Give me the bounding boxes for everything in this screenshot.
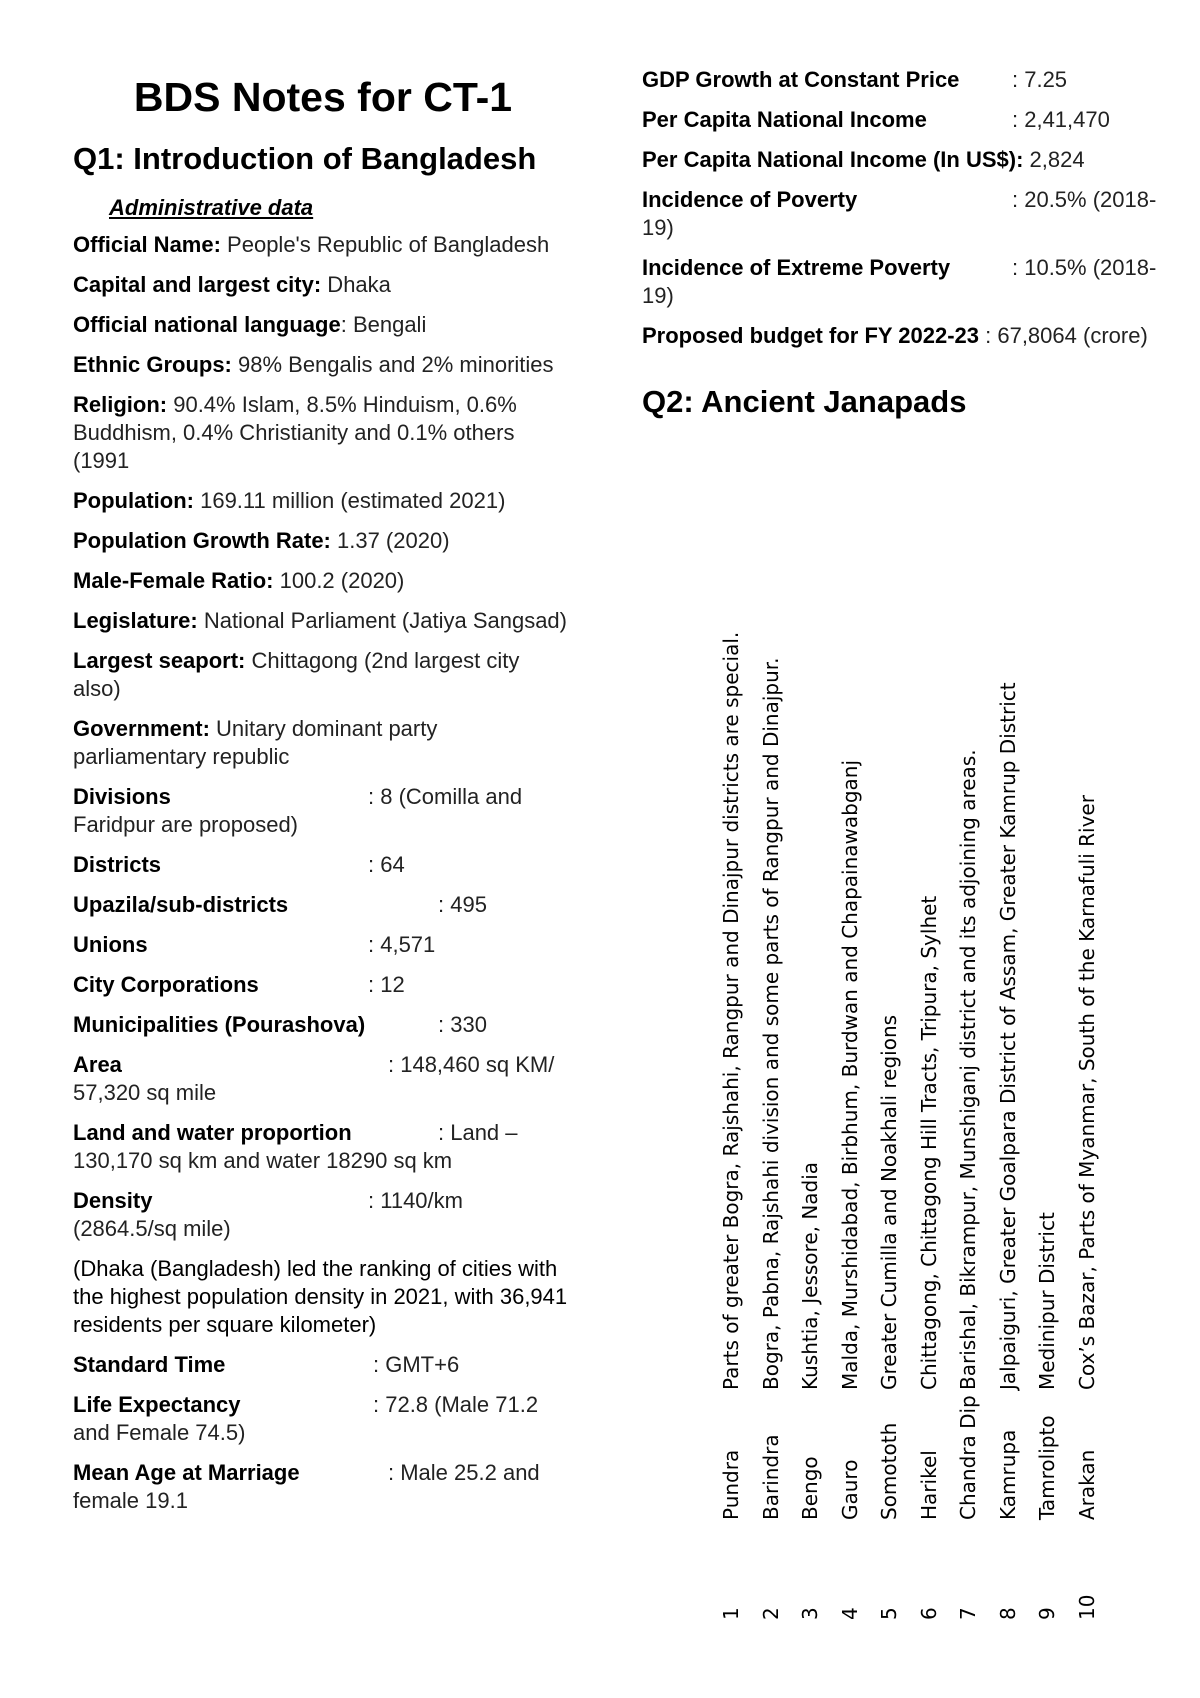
admin-entry — [73, 567, 573, 595]
janapad-number: 6 — [916, 1607, 941, 1620]
admin-value: Chittagong (2nd largest city also) — [73, 648, 520, 701]
janapad-row — [1028, 520, 1068, 1620]
janapad-name: Bengo — [798, 1456, 822, 1520]
q2-heading: Q2: Ancient Janapads — [642, 384, 967, 419]
demographic-entry — [73, 1459, 573, 1515]
admin-key: Official national language — [73, 312, 341, 337]
economic-value: : 20.5% (2018-19) — [642, 187, 1157, 240]
janapad-row — [712, 520, 752, 1620]
janapad-row — [870, 520, 910, 1620]
economic-key: Incidence of Extreme Poverty — [642, 255, 951, 280]
document-title: BDS Notes for CT-1 — [133, 74, 513, 120]
janapad-number: 7 — [956, 1607, 980, 1620]
admin-tab-value: : 495 — [438, 892, 487, 917]
economic-key: Per Capita National Income — [642, 107, 927, 132]
janapad-row — [989, 520, 1029, 1620]
admin-entry — [73, 647, 573, 703]
economic-key: Incidence of Poverty — [642, 187, 858, 212]
demographic-value: : GMT+6 — [373, 1352, 460, 1377]
admin-tab-key: Land and water proportion — [73, 1120, 352, 1145]
admin-tab-entry — [73, 931, 573, 959]
janapad-row — [910, 520, 950, 1620]
economic-value: : 2,41,470 — [1012, 107, 1110, 132]
admin-tab-key: Upazila/sub-districts — [73, 892, 289, 917]
janapad-number: 9 — [1035, 1607, 1059, 1620]
admin-entry — [73, 715, 573, 771]
admin-entry — [73, 271, 573, 299]
demographic-value: : Male 25.2 and female 19.1 — [73, 1460, 540, 1513]
janapad-description: Jalpaiguri, Greater Goalpara District of Assam, Greater Kamrup District — [995, 682, 1020, 1390]
janapad-number: 8 — [995, 1607, 1020, 1620]
admin-tab-entry — [73, 851, 573, 879]
janapad-description: Bogra, Pabna, Rajshahi division and some parts of Rangpur and Dinajpur. — [758, 657, 783, 1390]
admin-entry — [73, 607, 573, 635]
janapad-row — [831, 520, 871, 1620]
economic-key: Per Capita National Income (In US$): — [642, 147, 1024, 172]
admin-entry — [73, 231, 573, 259]
admin-key: Ethnic Groups: — [73, 352, 232, 377]
density-note: (Dhaka (Bangladesh) led the ranking of cities with the highest population density in 2021, with 36,941 residents per square kilometer) — [73, 1256, 568, 1337]
admin-tab-key: Density — [73, 1188, 153, 1213]
admin-key: Capital and largest city: — [73, 272, 322, 297]
admin-entry — [73, 487, 573, 515]
demographic-entry — [73, 1351, 573, 1379]
economic-entry — [642, 322, 1162, 350]
admin-tab-value: : 8 (Comilla and Faridpur are proposed) — [73, 784, 523, 837]
janapad-description: Parts of greater Bogra, Rajshahi, Rangpur and Dinajpur districts are special. — [719, 631, 743, 1390]
admin-entry-list — [73, 231, 573, 771]
admin-tab-entry — [73, 891, 573, 919]
admin-tab-value: : 330 — [438, 1012, 487, 1037]
admin-entry — [73, 311, 573, 339]
admin-key: Government: — [73, 716, 210, 741]
demographic-value: : 72.8 (Male 71.2 and Female 74.5) — [73, 1392, 539, 1445]
admin-value: 98% Bengalis and 2% minorities — [231, 352, 554, 377]
janapad-name: Barindra — [758, 1434, 783, 1520]
left-column — [73, 66, 573, 1527]
admin-tab-entry-list — [73, 783, 573, 1243]
admin-tab-value: : 12 — [368, 972, 405, 997]
admin-tab-key: City Corporations — [73, 972, 259, 997]
demographic-key: Standard Time — [73, 1352, 226, 1377]
admin-value: 100.2 (2020) — [273, 568, 405, 593]
janapad-row — [1068, 520, 1108, 1620]
janapad-description: Barishal, Bikrampur, Munshiganj district and its adjoining areas. — [956, 749, 980, 1390]
right-column — [642, 66, 1162, 438]
admin-tab-entry — [73, 783, 573, 839]
admin-tab-key: Divisions — [73, 784, 171, 809]
admin-tab-value: : 1140/km (2864.5/sq mile) — [73, 1188, 463, 1241]
janapad-description: Medinipur District — [1035, 1212, 1059, 1390]
admin-key: Legislature: — [73, 608, 198, 633]
economic-entry-list — [642, 66, 1162, 350]
janapad-number: 10 — [1074, 1594, 1099, 1620]
janapad-description: Greater Cumilla and Noakhali regions — [877, 1014, 901, 1390]
economic-entry — [642, 106, 1162, 134]
economic-entry — [642, 186, 1162, 242]
economic-value: 2,824 — [1023, 147, 1085, 172]
janapad-row — [949, 520, 989, 1620]
demographic-entry — [73, 1391, 573, 1447]
janapad-row — [752, 520, 792, 1620]
economic-value: : 10.5% (2018-19) — [642, 255, 1157, 308]
janapad-description: Chittagong, Chittagong Hill Tracts, Tripura, Sylhet — [916, 895, 941, 1390]
janapad-number: 2 — [758, 1607, 783, 1620]
janapad-name: Arakan — [1074, 1449, 1099, 1520]
janapads-table — [712, 520, 1132, 1620]
janapad-description: Malda, Murshidabad, Birbhum, Burdwan and Chapainawabganj — [837, 759, 862, 1390]
admin-value: Unitary dominant party parliamentary republic — [73, 716, 438, 769]
admin-value: 169.11 million (estimated 2021) — [193, 488, 506, 513]
janapad-number: 1 — [719, 1607, 743, 1620]
admin-key: Male-Female Ratio: — [73, 568, 274, 593]
janapad-name: Pundra — [719, 1449, 743, 1520]
economic-entry — [642, 146, 1162, 174]
admin-value: 1.37 (2020) — [330, 528, 450, 553]
janapad-number: 4 — [837, 1607, 862, 1620]
q1-heading: Q1: Introduction of Bangladesh — [73, 141, 537, 176]
admin-tab-entry — [73, 1119, 573, 1175]
admin-key: Largest seaport: — [73, 648, 246, 673]
janapad-name: Harikel — [916, 1450, 941, 1520]
admin-value: People's Republic of Bangladesh — [220, 232, 550, 257]
janapad-name: Gauro — [837, 1459, 862, 1520]
admin-value: : Bengali — [340, 312, 427, 337]
janapad-row — [791, 520, 831, 1620]
janapad-number: 5 — [877, 1607, 901, 1620]
janapad-description: Cox’s Bazar, Parts of Myanmar, South of the Karnafuli River — [1074, 795, 1099, 1390]
admin-tab-value: : 4,571 — [368, 932, 436, 957]
economic-entry — [642, 66, 1162, 94]
admin-tab-entry — [73, 971, 573, 999]
administrative-data-label: Administrative data — [109, 195, 314, 220]
admin-entry — [73, 527, 573, 555]
janapad-description: Kushtia, Jessore, Nadia — [798, 1161, 822, 1390]
admin-entry — [73, 351, 573, 379]
admin-tab-key: Area — [73, 1052, 122, 1077]
economic-value: : 67,8064 (crore) — [979, 323, 1148, 348]
admin-tab-value: : 64 — [368, 852, 405, 877]
demographic-key: Mean Age at Marriage — [73, 1460, 300, 1485]
admin-entry — [73, 391, 573, 475]
admin-key: Population Growth Rate: — [73, 528, 331, 553]
admin-tab-key: Districts — [73, 852, 162, 877]
janapad-name: Kamrupa — [995, 1429, 1020, 1520]
economic-key: Proposed budget for FY 2022-23 — [642, 323, 980, 348]
admin-key: Religion: — [73, 392, 168, 417]
admin-key: Population: — [73, 488, 194, 513]
admin-tab-entry — [73, 1187, 573, 1243]
admin-tab-value: : 148,460 sq KM/ 57,320 sq mile — [73, 1052, 555, 1105]
admin-tab-key: Municipalities (Pourashova) — [73, 1012, 366, 1037]
economic-key: GDP Growth at Constant Price — [642, 67, 960, 92]
janapad-name: Chandra Dip — [956, 1395, 980, 1520]
admin-tab-key: Unions — [73, 932, 148, 957]
admin-value: Dhaka — [321, 272, 391, 297]
admin-tab-entry — [73, 1051, 573, 1107]
economic-entry — [642, 254, 1162, 310]
admin-key: Official Name: — [73, 232, 221, 257]
demographic-tab-entry-list — [73, 1351, 573, 1515]
admin-value: 90.4% Islam, 8.5% Hinduism, 0.6% Buddhism, 0.4% Christianity and 0.1% others (1991 — [73, 392, 517, 473]
janapad-name: Somototh — [877, 1422, 901, 1520]
janapad-name: Tamrolipto — [1035, 1415, 1059, 1520]
admin-tab-value: : Land – 130,170 sq km and water 18290 sq km — [73, 1120, 518, 1173]
admin-value: National Parliament (Jatiya Sangsad) — [197, 608, 567, 633]
economic-value: : 7.25 — [1012, 67, 1068, 92]
janapad-number: 3 — [798, 1607, 822, 1620]
admin-tab-entry — [73, 1011, 573, 1039]
demographic-key: Life Expectancy — [73, 1392, 241, 1417]
